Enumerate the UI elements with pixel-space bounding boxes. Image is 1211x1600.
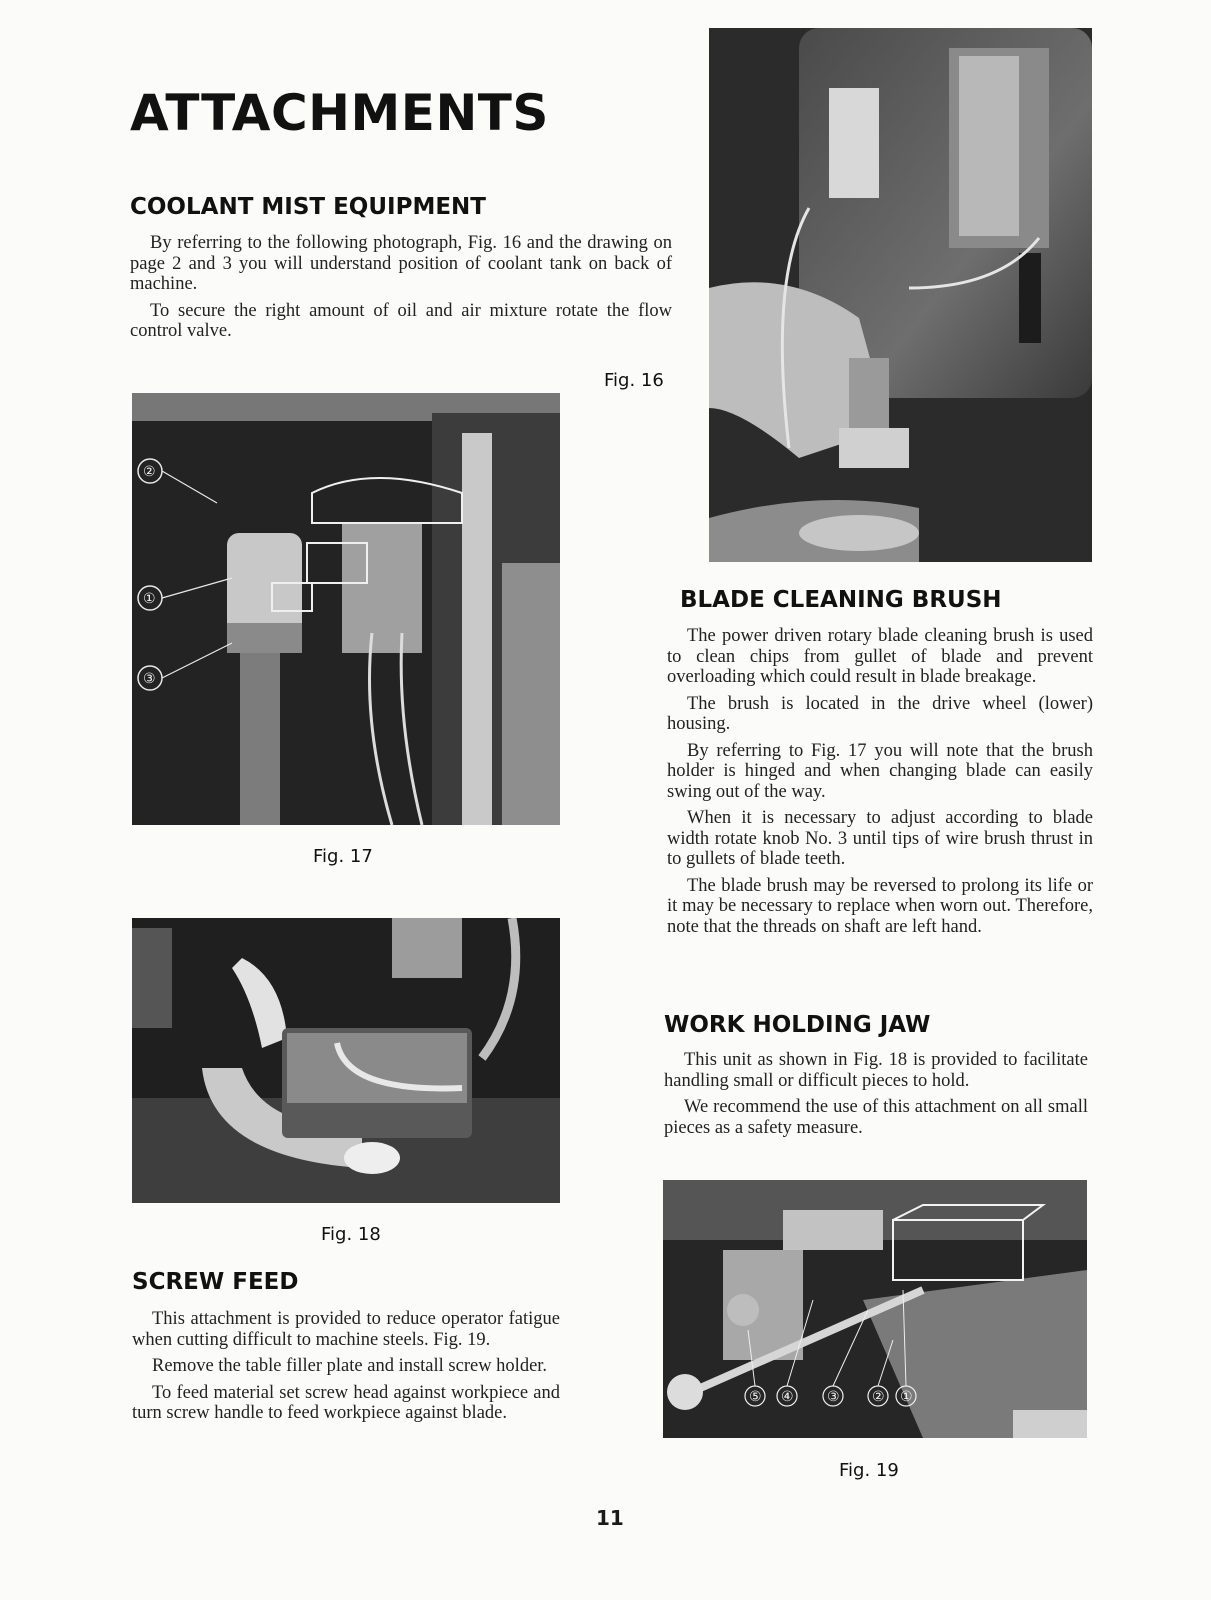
screw-feed-paragraph-1: This attachment is provided to reduce operator fatigue when cutting difficult to machine steels. Fig. 19. bbox=[132, 1309, 560, 1350]
fig19-photo bbox=[663, 1180, 1087, 1438]
fig17-callout-3: ③ bbox=[143, 671, 156, 687]
work-jaw-paragraph-1: This unit as shown in Fig. 18 is provided to facilitate handling small or difficult pieces to hold. bbox=[664, 1050, 1088, 1091]
blade-brush-paragraph-2: The brush is located in the drive wheel (lower) housing. bbox=[667, 693, 1093, 734]
blade-brush-body bbox=[667, 626, 1093, 943]
work-jaw-heading: WORK HOLDING JAW bbox=[664, 1012, 931, 1038]
fig19-callout-2: ② bbox=[872, 1389, 885, 1405]
page-number: 11 bbox=[596, 1506, 624, 1530]
work-jaw-paragraph-2: We recommend the use of this attachment on all small pieces as a safety measure. bbox=[664, 1097, 1088, 1138]
coolant-paragraph-1: By referring to the following photograph, Fig. 16 and the drawing on page 2 and 3 you will understand position of coolant tank on back of machine. bbox=[130, 233, 672, 294]
blade-brush-paragraph-3: By referring to Fig. 17 you will note that the brush holder is hinged and when changing blade can easily swing out of the way. bbox=[667, 740, 1093, 802]
fig19-caption: Fig. 19 bbox=[839, 1460, 899, 1481]
screw-feed-body bbox=[132, 1309, 560, 1430]
screw-feed-paragraph-2: Remove the table filler plate and install screw holder. bbox=[152, 1356, 548, 1376]
coolant-heading: COOLANT MIST EQUIPMENT bbox=[130, 194, 486, 220]
fig17-callout-1: ① bbox=[143, 591, 156, 607]
fig19-callout-4: ④ bbox=[781, 1389, 794, 1405]
page-title: ATTACHMENTS bbox=[130, 84, 549, 142]
fig18-caption: Fig. 18 bbox=[321, 1224, 381, 1245]
screw-feed-paragraph-3: To feed material set screw head against workpiece and turn screw handle to feed workpiece against blade. bbox=[132, 1382, 560, 1423]
coolant-paragraph-2: To secure the right amount of oil and air mixture rotate the flow control valve. bbox=[130, 300, 672, 341]
blade-brush-paragraph-5: The blade brush may be reversed to prolong its life or it may be necessary to replace when worn out. Therefore, note that the threads on shaft are left hand. bbox=[667, 875, 1093, 937]
blade-brush-paragraph-1: The power driven rotary blade cleaning brush is used to clean chips from gullet of blade and prevent overloading which could result in blade breakage. bbox=[667, 626, 1093, 687]
fig19-callout-5: ⑤ bbox=[749, 1389, 762, 1405]
blade-brush-heading: BLADE CLEANING BRUSH bbox=[680, 587, 1002, 613]
fig16-caption: Fig. 16 bbox=[604, 370, 664, 391]
fig17-callout-2: ② bbox=[143, 464, 156, 480]
blade-brush-paragraph-4: When it is necessary to adjust according to blade width rotate knob No. 3 until tips of wire brush thrust in to gullets of blade teeth. bbox=[667, 808, 1093, 869]
fig16-photo bbox=[709, 28, 1092, 562]
screw-feed-heading: SCREW FEED bbox=[132, 1269, 299, 1295]
work-jaw-body bbox=[664, 1050, 1088, 1144]
fig19-callout-1: ① bbox=[900, 1389, 913, 1405]
fig19-callout-3: ③ bbox=[827, 1389, 840, 1405]
fig17-caption: Fig. 17 bbox=[313, 846, 373, 867]
coolant-body bbox=[130, 233, 672, 348]
fig17-photo bbox=[132, 393, 560, 825]
fig18-photo bbox=[132, 918, 560, 1203]
